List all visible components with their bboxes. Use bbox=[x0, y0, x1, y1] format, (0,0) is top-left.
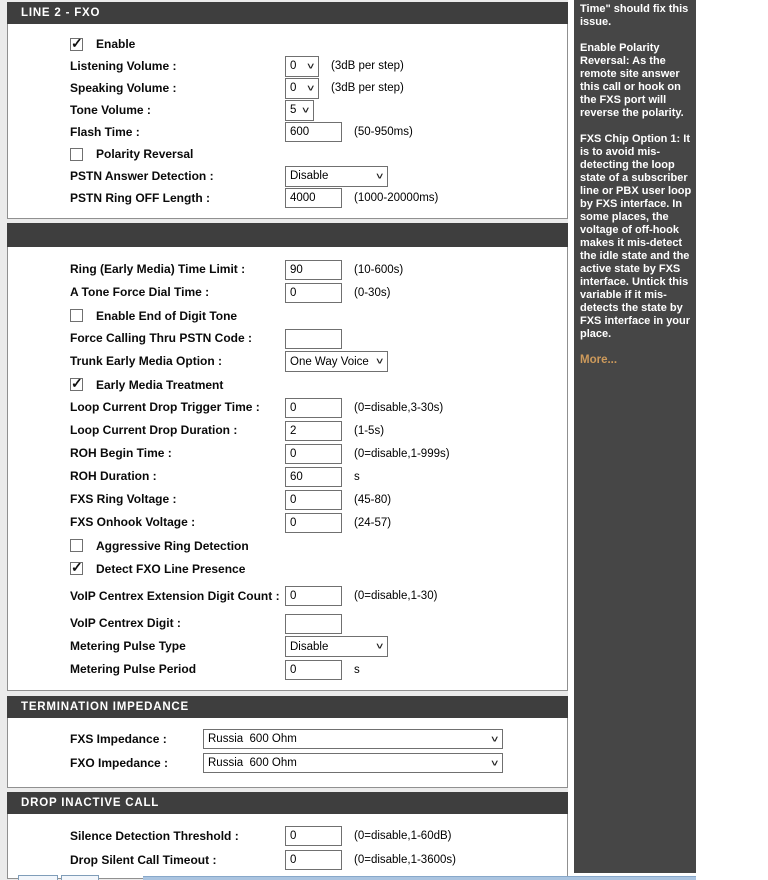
fxo-impedance-label: FXO Impedance : bbox=[70, 756, 169, 770]
section-header-advanced bbox=[7, 223, 568, 247]
loop-current-drop-duration-hint: (1-5s) bbox=[354, 424, 385, 437]
row-early-media-treatment bbox=[8, 373, 567, 396]
listening-volume-label: Listening Volume : bbox=[70, 58, 177, 73]
panel-termination-impedance bbox=[7, 718, 568, 788]
roh-begin-time-hint: (0=disable,1-999s) bbox=[354, 447, 450, 460]
metering-pulse-period-label: Metering Pulse Period bbox=[70, 662, 197, 676]
silence-detection-threshold-label: Silence Detection Threshold : bbox=[70, 828, 239, 843]
fxs-impedance-label: FXS Impedance : bbox=[70, 732, 167, 746]
fxs-ring-voltage-label: FXS Ring Voltage : bbox=[70, 492, 177, 506]
early-media-treatment-checkbox[interactable] bbox=[70, 378, 83, 391]
polarity-reversal-checkbox[interactable] bbox=[70, 148, 83, 161]
row-enable bbox=[8, 33, 567, 55]
fxs-onhook-voltage-input[interactable] bbox=[285, 513, 342, 533]
chevron-down-icon: ∨ bbox=[305, 61, 316, 71]
ring-time-limit-input[interactable] bbox=[285, 260, 342, 280]
flash-time-label: Flash Time : bbox=[70, 124, 140, 139]
row-voip-centrex-digit bbox=[8, 612, 567, 635]
row-pstn-answer-detection bbox=[8, 165, 567, 187]
metering-pulse-period-input[interactable] bbox=[285, 660, 342, 680]
a-tone-force-dial-time-input[interactable] bbox=[285, 283, 342, 303]
roh-begin-time-input[interactable] bbox=[285, 444, 342, 464]
drop-silent-call-timeout-input[interactable] bbox=[285, 850, 342, 870]
chevron-down-icon: ∨ bbox=[305, 83, 316, 93]
silence-detection-threshold-hint: (0=disable,1-60dB) bbox=[354, 830, 452, 842]
row-fxo-impedance bbox=[8, 751, 567, 775]
flash-time-input[interactable] bbox=[285, 122, 342, 142]
speaking-volume-hint: (3dB per step) bbox=[331, 82, 404, 94]
row-enable-end-of-digit-tone bbox=[8, 304, 567, 327]
row-roh-duration bbox=[8, 465, 567, 488]
more-link[interactable]: More... bbox=[580, 354, 618, 366]
force-calling-thru-pstn-code-label: Force Calling Thru PSTN Code : bbox=[70, 331, 253, 345]
section-title: LINE 2 - FXO bbox=[21, 7, 101, 19]
chevron-down-icon: ∨ bbox=[374, 171, 385, 181]
row-voip-centrex-extension-digit-count bbox=[8, 580, 567, 612]
enable-label: Enable bbox=[96, 37, 136, 51]
pstn-ring-off-length-label: PSTN Ring OFF Length : bbox=[70, 190, 210, 205]
roh-duration-input[interactable] bbox=[285, 467, 342, 487]
metering-pulse-type-label: Metering Pulse Type bbox=[70, 639, 186, 653]
aggressive-ring-detection-checkbox[interactable] bbox=[70, 539, 83, 552]
chevron-down-icon: ∨ bbox=[374, 356, 385, 367]
voip-centrex-extension-digit-count-label: VoIP Centrex Extension Digit Count : bbox=[70, 588, 280, 603]
voip-centrex-digit-input[interactable] bbox=[285, 614, 342, 634]
chevron-down-icon: ∨ bbox=[489, 734, 500, 744]
drop-silent-call-timeout-label: Drop Silent Call Timeout : bbox=[70, 852, 217, 867]
fxs-ring-voltage-input[interactable] bbox=[285, 490, 342, 510]
polarity-reversal-label: Polarity Reversal bbox=[96, 147, 194, 161]
drop-silent-call-timeout-hint: (0=disable,1-3600s) bbox=[354, 854, 456, 866]
pstn-ring-off-length-hint: (1000-20000ms) bbox=[354, 192, 439, 204]
cutoff-button[interactable] bbox=[18, 875, 58, 880]
a-tone-force-dial-time-hint: (0-30s) bbox=[354, 286, 391, 299]
panel-drop-inactive-call bbox=[7, 814, 568, 879]
chevron-down-icon: ∨ bbox=[489, 758, 500, 768]
loop-current-drop-duration-label: Loop Current Drop Duration : bbox=[70, 423, 238, 437]
section-header-termination-impedance bbox=[7, 696, 568, 718]
loop-current-drop-trigger-time-label: Loop Current Drop Trigger Time : bbox=[70, 400, 260, 414]
voip-centrex-extension-digit-count-hint: (0=disable,1-30) bbox=[354, 590, 438, 602]
row-metering-pulse-period bbox=[8, 658, 567, 681]
ring-time-limit-hint: (10-600s) bbox=[354, 263, 404, 276]
loop-current-drop-trigger-time-hint: (0=disable,3-30s) bbox=[354, 401, 444, 414]
trunk-early-media-option-label: Trunk Early Media Option : bbox=[70, 354, 223, 368]
row-detect-fxo-line-presence bbox=[8, 557, 567, 580]
row-roh-begin-time bbox=[8, 442, 567, 465]
section-header-line2-fxo bbox=[7, 2, 568, 24]
chevron-down-icon: ∨ bbox=[374, 641, 385, 652]
enable-end-of-digit-tone-label: Enable End of Digit Tone bbox=[96, 308, 238, 323]
row-fxs-impedance bbox=[8, 727, 567, 751]
bottom-cutoff-strip bbox=[0, 875, 696, 880]
roh-duration-hint: s bbox=[354, 470, 360, 483]
row-listening-volume bbox=[8, 55, 567, 77]
detect-fxo-line-presence-label: Detect FXO Line Presence bbox=[96, 561, 246, 576]
panel-line2-fxo bbox=[7, 24, 568, 219]
row-pstn-ring-off-length bbox=[8, 187, 567, 209]
pstn-answer-detection-select[interactable]: Disable ∨ bbox=[285, 166, 388, 187]
early-media-treatment-label: Early Media Treatment bbox=[96, 377, 224, 392]
row-aggressive-ring-detection bbox=[8, 534, 567, 557]
enable-checkbox[interactable] bbox=[70, 38, 83, 51]
section-title: DROP INACTIVE CALL bbox=[21, 797, 160, 809]
row-loop-current-drop-duration bbox=[8, 419, 567, 442]
a-tone-force-dial-time-label: A Tone Force Dial Time : bbox=[70, 285, 210, 299]
fxs-impedance-select[interactable]: Russia 600 Ohm ∨ bbox=[203, 729, 503, 749]
row-fxs-onhook-voltage bbox=[8, 511, 567, 534]
tone-volume-label: Tone Volume : bbox=[70, 102, 151, 117]
row-trunk-early-media-option bbox=[8, 350, 567, 373]
listening-volume-hint: (3dB per step) bbox=[331, 60, 404, 72]
loop-current-drop-duration-input[interactable] bbox=[285, 421, 342, 441]
speaking-volume-label: Speaking Volume : bbox=[70, 80, 177, 95]
row-flash-time bbox=[8, 121, 567, 143]
row-metering-pulse-type bbox=[8, 635, 567, 658]
help-paragraph: Time" should fix this issue. bbox=[580, 3, 689, 28]
help-sidebar bbox=[574, 0, 696, 873]
detect-fxo-line-presence-checkbox[interactable] bbox=[70, 562, 83, 575]
enable-end-of-digit-tone-checkbox[interactable] bbox=[70, 309, 83, 322]
row-drop-silent-call-timeout bbox=[8, 848, 567, 872]
panel-advanced bbox=[7, 247, 568, 691]
trunk-early-media-option-select[interactable]: One Way Voice ∨ bbox=[285, 351, 388, 372]
row-tone-volume bbox=[8, 99, 567, 121]
flash-time-hint: (50-950ms) bbox=[354, 126, 413, 138]
voip-centrex-extension-digit-count-input[interactable] bbox=[285, 586, 342, 606]
silence-detection-threshold-input[interactable] bbox=[285, 826, 342, 846]
row-a-tone-force-dial-time bbox=[8, 281, 567, 304]
fxo-impedance-select[interactable]: Russia 600 Ohm ∨ bbox=[203, 753, 503, 773]
force-calling-thru-pstn-code-input[interactable] bbox=[285, 329, 342, 349]
row-speaking-volume bbox=[8, 77, 567, 99]
chevron-down-icon: ∨ bbox=[300, 105, 311, 115]
cutoff-header-bar bbox=[143, 876, 696, 880]
help-paragraph: Enable Polarity Reversal: As the remote site answer this call or hook on the FXS port will reverse the polarity. bbox=[580, 42, 684, 119]
row-force-calling-thru-pstn-code bbox=[8, 327, 567, 350]
listening-volume-select[interactable]: 0 ∨ bbox=[285, 56, 319, 77]
metering-pulse-period-hint: s bbox=[354, 663, 360, 676]
fxs-onhook-voltage-label: FXS Onhook Voltage : bbox=[70, 515, 196, 529]
help-paragraph: FXS Chip Option 1: It is to avoid mis-detecting the loop state of a subscriber line or PBX user loop by FXS interface. In some places, the voltage of off-hook makes it mis-detect the idle state and the active state by FXS interface. Untick this variable if it mis-detects the state by FXS interface in your place. bbox=[580, 133, 692, 340]
fxs-ring-voltage-hint: (45-80) bbox=[354, 493, 392, 506]
row-polarity-reversal bbox=[8, 143, 567, 165]
loop-current-drop-trigger-time-input[interactable] bbox=[285, 398, 342, 418]
aggressive-ring-detection-label: Aggressive Ring Detection bbox=[96, 538, 249, 553]
voip-centrex-digit-label: VoIP Centrex Digit : bbox=[70, 616, 181, 630]
ring-time-limit-label: Ring (Early Media) Time Limit : bbox=[70, 262, 246, 276]
pstn-answer-detection-label: PSTN Answer Detection : bbox=[70, 168, 214, 183]
cutoff-button[interactable] bbox=[61, 875, 99, 880]
speaking-volume-select[interactable]: 0 ∨ bbox=[285, 78, 319, 99]
row-silence-detection-threshold bbox=[8, 824, 567, 848]
roh-begin-time-label: ROH Begin Time : bbox=[70, 446, 172, 460]
row-loop-current-drop-trigger-time bbox=[8, 396, 567, 419]
row-fxs-ring-voltage bbox=[8, 488, 567, 511]
section-header-drop-inactive-call bbox=[7, 792, 568, 814]
tone-volume-select[interactable]: 5 ∨ bbox=[285, 100, 314, 121]
fxs-onhook-voltage-hint: (24-57) bbox=[354, 516, 392, 529]
section-title: TERMINATION IMPEDANCE bbox=[21, 701, 190, 713]
metering-pulse-type-select[interactable]: Disable ∨ bbox=[285, 636, 388, 657]
pstn-ring-off-length-input[interactable] bbox=[285, 188, 342, 208]
roh-duration-label: ROH Duration : bbox=[70, 469, 157, 483]
row-ring-time-limit bbox=[8, 258, 567, 281]
